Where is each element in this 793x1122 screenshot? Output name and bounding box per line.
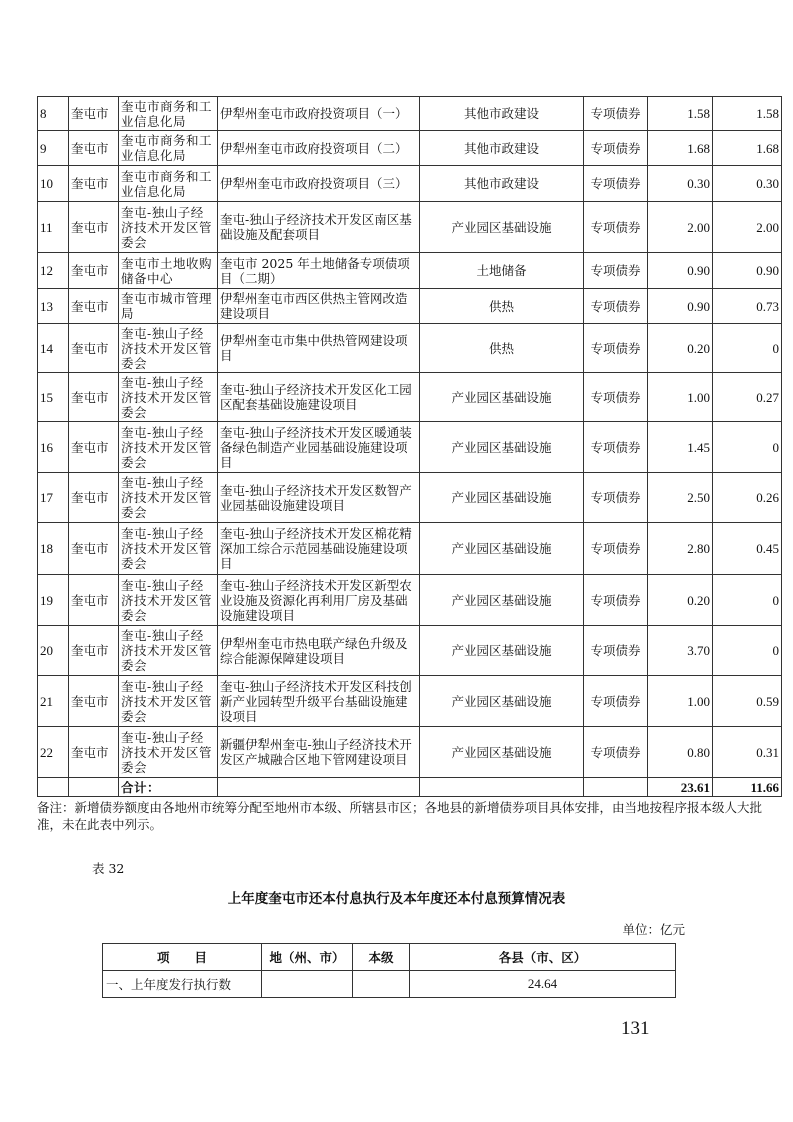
cell-prefecture bbox=[262, 971, 353, 998]
cell-city: 奎屯市 bbox=[69, 324, 119, 373]
table-note: 备注：新增债券额度由各地州市统筹分配至地州市本级、所辖县市区；各地县的新增债券项目具体安排，由当地按程序报本级人大批准，未在此表中列示。 bbox=[37, 800, 763, 832]
cell-bond-type: 专项债券 bbox=[584, 626, 648, 676]
table-row bbox=[38, 523, 782, 575]
cell-project-type: 其他市政建设 bbox=[420, 131, 584, 166]
page-number: 131 bbox=[621, 1018, 650, 1039]
cell-bond-type: 专项债券 bbox=[584, 676, 648, 727]
table-title: 上年度奎屯市还本付息执行及本年度还本付息预算情况表 bbox=[227, 891, 566, 907]
cell-city: 奎屯市 bbox=[69, 97, 119, 131]
table-row bbox=[38, 289, 782, 324]
header-item: 项 目 bbox=[103, 944, 262, 971]
cell-bond-type: 专项债券 bbox=[584, 324, 648, 373]
table-row bbox=[38, 727, 782, 778]
table-row bbox=[38, 253, 782, 289]
cell-amount: 0.20 bbox=[648, 575, 713, 626]
cell-level bbox=[353, 971, 410, 998]
cell-project-type: 产业园区基础设施 bbox=[420, 422, 584, 473]
cell-project: 奎屯市 2025 年土地储备专项债项目（二期） bbox=[218, 253, 420, 289]
cell-amount: 0.90 bbox=[648, 253, 713, 289]
cell-bond-type: 专项债券 bbox=[584, 373, 648, 422]
cell-issued: 0 bbox=[713, 626, 782, 676]
cell-department: 奎屯-独山子经济技术开发区管委会 bbox=[119, 202, 218, 253]
cell-bond-type: 专项债券 bbox=[584, 422, 648, 473]
cell-issued: 0.90 bbox=[713, 253, 782, 289]
cell-project bbox=[218, 778, 420, 797]
cell-city: 奎屯市 bbox=[69, 727, 119, 778]
table-row bbox=[38, 626, 782, 676]
cell-project: 奎屯-独山子经济技术开发区科技创新产业园转型升级平台基础设施建设项目 bbox=[218, 676, 420, 727]
cell-project: 伊犁州奎屯市西区供热主管网改造建设项目 bbox=[218, 289, 420, 324]
cell-no: 15 bbox=[38, 373, 69, 422]
cell-no: 18 bbox=[38, 523, 69, 575]
cell-city: 奎屯市 bbox=[69, 676, 119, 727]
cell-issued: 0.45 bbox=[713, 523, 782, 575]
cell-project: 奎屯-独山子经济技术开发区暖通装备绿色制造产业园基础设施建设项目 bbox=[218, 422, 420, 473]
cell-department: 奎屯-独山子经济技术开发区管委会 bbox=[119, 575, 218, 626]
cell-city: 奎屯市 bbox=[69, 473, 119, 523]
cell-project-type bbox=[420, 778, 584, 797]
cell-no: 9 bbox=[38, 131, 69, 166]
cell-no: 11 bbox=[38, 202, 69, 253]
cell-issued: 2.00 bbox=[713, 202, 782, 253]
cell-city: 奎屯市 bbox=[69, 166, 119, 202]
cell-project: 新疆伊犁州奎屯-独山子经济技术开发区产城融合区地下管网建设项目 bbox=[218, 727, 420, 778]
cell-no bbox=[38, 778, 69, 797]
bond-projects-table bbox=[37, 96, 782, 797]
total-label: 合计： bbox=[119, 778, 218, 797]
table-row bbox=[38, 473, 782, 523]
cell-no: 19 bbox=[38, 575, 69, 626]
cell-amount: 2.50 bbox=[648, 473, 713, 523]
cell-issued: 0.59 bbox=[713, 676, 782, 727]
cell-amount: 2.00 bbox=[648, 202, 713, 253]
table-number: 表 32 bbox=[92, 861, 125, 876]
cell-project: 奎屯-独山子经济技术开发区南区基础设施及配套项目 bbox=[218, 202, 420, 253]
cell-bond-type: 专项债券 bbox=[584, 523, 648, 575]
cell-city: 奎屯市 bbox=[69, 131, 119, 166]
cell-project: 奎屯-独山子经济技术开发区新型农业设施及资源化再利用厂房及基础设施建设项目 bbox=[218, 575, 420, 626]
cell-issued: 1.68 bbox=[713, 131, 782, 166]
total-issued: 11.66 bbox=[713, 778, 782, 797]
cell-city: 奎屯市 bbox=[69, 575, 119, 626]
repayment-table bbox=[102, 943, 676, 998]
cell-project: 伊犁州奎屯市集中供热管网建设项目 bbox=[218, 324, 420, 373]
cell-no: 17 bbox=[38, 473, 69, 523]
cell-project-type: 土地储备 bbox=[420, 253, 584, 289]
cell-amount: 0.80 bbox=[648, 727, 713, 778]
cell-department: 奎屯-独山子经济技术开发区管委会 bbox=[119, 324, 218, 373]
cell-project-type: 供热 bbox=[420, 289, 584, 324]
cell-amount: 3.70 bbox=[648, 626, 713, 676]
cell-project-type: 产业园区基础设施 bbox=[420, 473, 584, 523]
cell-project-type: 其他市政建设 bbox=[420, 97, 584, 131]
cell-department: 奎屯-独山子经济技术开发区管委会 bbox=[119, 422, 218, 473]
cell-no: 14 bbox=[38, 324, 69, 373]
cell-project-type: 供热 bbox=[420, 324, 584, 373]
cell-no: 16 bbox=[38, 422, 69, 473]
cell-issued: 0 bbox=[713, 324, 782, 373]
cell-bond-type: 专项债券 bbox=[584, 473, 648, 523]
cell-department: 奎屯-独山子经济技术开发区管委会 bbox=[119, 473, 218, 523]
cell-project: 奎屯-独山子经济技术开发区棉花精深加工综合示范园基础设施建设项目 bbox=[218, 523, 420, 575]
cell-issued: 0 bbox=[713, 422, 782, 473]
cell-department: 奎屯-独山子经济技术开发区管委会 bbox=[119, 676, 218, 727]
cell-amount: 1.00 bbox=[648, 373, 713, 422]
cell-bond-type: 专项债券 bbox=[584, 253, 648, 289]
cell-issued: 0.31 bbox=[713, 727, 782, 778]
cell-amount: 1.68 bbox=[648, 131, 713, 166]
table-row bbox=[38, 202, 782, 253]
total-row bbox=[38, 778, 782, 797]
table-row bbox=[38, 575, 782, 626]
cell-bond-type: 专项债券 bbox=[584, 575, 648, 626]
total-amount: 23.61 bbox=[648, 778, 713, 797]
cell-project-type: 产业园区基础设施 bbox=[420, 202, 584, 253]
header-prefecture: 地（州、市） bbox=[262, 944, 353, 971]
cell-city: 奎屯市 bbox=[69, 289, 119, 324]
cell-city: 奎屯市 bbox=[69, 202, 119, 253]
cell-item: 一、上年度发行执行数 bbox=[103, 971, 262, 998]
cell-department: 奎屯市城市管理局 bbox=[119, 289, 218, 324]
cell-project: 伊犁州奎屯市政府投资项目（三） bbox=[218, 166, 420, 202]
cell-department: 奎屯-独山子经济技术开发区管委会 bbox=[119, 523, 218, 575]
cell-issued: 0.30 bbox=[713, 166, 782, 202]
cell-amount: 0.90 bbox=[648, 289, 713, 324]
cell-project-type: 产业园区基础设施 bbox=[420, 727, 584, 778]
cell-bond-type: 专项债券 bbox=[584, 289, 648, 324]
cell-department: 奎屯市商务和工业信息化局 bbox=[119, 131, 218, 166]
cell-city: 奎屯市 bbox=[69, 373, 119, 422]
cell-city: 奎屯市 bbox=[69, 422, 119, 473]
cell-amount: 1.58 bbox=[648, 97, 713, 131]
cell-no: 10 bbox=[38, 166, 69, 202]
cell-department: 奎屯-独山子经济技术开发区管委会 bbox=[119, 626, 218, 676]
cell-project: 奎屯-独山子经济技术开发区化工园区配套基础设施建设项目 bbox=[218, 373, 420, 422]
cell-bond-type: 专项债券 bbox=[584, 131, 648, 166]
cell-bond-type: 专项债券 bbox=[584, 97, 648, 131]
cell-project: 伊犁州奎屯市政府投资项目（一） bbox=[218, 97, 420, 131]
table-row bbox=[103, 971, 676, 998]
cell-bond-type: 专项债券 bbox=[584, 202, 648, 253]
cell-amount: 0.20 bbox=[648, 324, 713, 373]
cell-department: 奎屯-独山子经济技术开发区管委会 bbox=[119, 373, 218, 422]
cell-no: 22 bbox=[38, 727, 69, 778]
cell-project-type: 产业园区基础设施 bbox=[420, 676, 584, 727]
table-row bbox=[38, 422, 782, 473]
table-row bbox=[38, 166, 782, 202]
cell-amount: 0.30 bbox=[648, 166, 713, 202]
cell-no: 8 bbox=[38, 97, 69, 131]
cell-issued: 0.73 bbox=[713, 289, 782, 324]
cell-bond-type: 专项债券 bbox=[584, 166, 648, 202]
cell-city bbox=[69, 778, 119, 797]
cell-project-type: 产业园区基础设施 bbox=[420, 626, 584, 676]
cell-city: 奎屯市 bbox=[69, 626, 119, 676]
unit-label: 单位：亿元 bbox=[622, 922, 685, 937]
header-level: 本级 bbox=[353, 944, 410, 971]
header-counties: 各县（市、区） bbox=[410, 944, 676, 971]
cell-department: 奎屯-独山子经济技术开发区管委会 bbox=[119, 727, 218, 778]
cell-no: 20 bbox=[38, 626, 69, 676]
cell-city: 奎屯市 bbox=[69, 523, 119, 575]
cell-counties: 24.64 bbox=[410, 971, 676, 998]
cell-project: 伊犁州奎屯市热电联产绿色升级及综合能源保障建设项目 bbox=[218, 626, 420, 676]
cell-issued: 0.26 bbox=[713, 473, 782, 523]
cell-department: 奎屯市商务和工业信息化局 bbox=[119, 166, 218, 202]
cell-city: 奎屯市 bbox=[69, 253, 119, 289]
cell-no: 21 bbox=[38, 676, 69, 727]
table-row bbox=[38, 373, 782, 422]
cell-no: 13 bbox=[38, 289, 69, 324]
cell-project: 奎屯-独山子经济技术开发区数智产业园基础设施建设项目 bbox=[218, 473, 420, 523]
cell-project-type: 产业园区基础设施 bbox=[420, 373, 584, 422]
cell-project-type: 其他市政建设 bbox=[420, 166, 584, 202]
cell-project-type: 产业园区基础设施 bbox=[420, 575, 584, 626]
cell-issued: 0 bbox=[713, 575, 782, 626]
cell-project-type: 产业园区基础设施 bbox=[420, 523, 584, 575]
cell-amount: 1.00 bbox=[648, 676, 713, 727]
table-row bbox=[38, 676, 782, 727]
table-header-row bbox=[103, 944, 676, 971]
cell-department: 奎屯市商务和工业信息化局 bbox=[119, 97, 218, 131]
cell-department: 奎屯市土地收购储备中心 bbox=[119, 253, 218, 289]
cell-amount: 2.80 bbox=[648, 523, 713, 575]
cell-project: 伊犁州奎屯市政府投资项目（二） bbox=[218, 131, 420, 166]
table-row bbox=[38, 97, 782, 131]
cell-bond-type: 专项债券 bbox=[584, 727, 648, 778]
table-row bbox=[38, 131, 782, 166]
cell-no: 12 bbox=[38, 253, 69, 289]
cell-bond-type bbox=[584, 778, 648, 797]
cell-amount: 1.45 bbox=[648, 422, 713, 473]
table-row bbox=[38, 324, 782, 373]
cell-issued: 0.27 bbox=[713, 373, 782, 422]
cell-issued: 1.58 bbox=[713, 97, 782, 131]
